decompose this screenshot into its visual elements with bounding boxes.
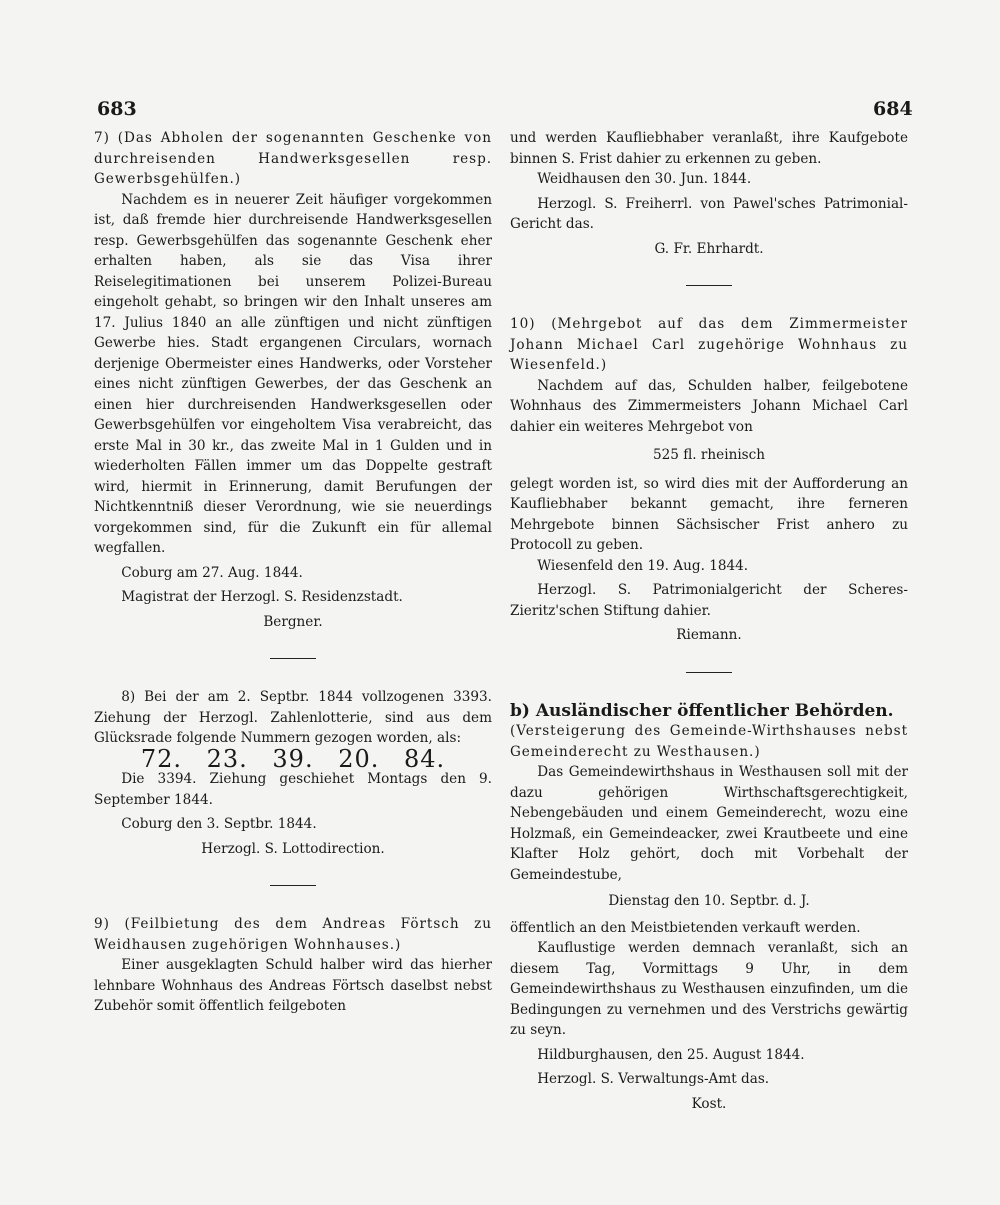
notice-10-place-date: Wiesenfeld den 19. Aug. 1844.	[537, 557, 749, 574]
notice-8-authority: Herzogl. S. Lottodirection.	[201, 840, 385, 857]
notice-9-body: Einer ausgeklagten Schuld halber wird das hierher lehnbare Wohnhaus des Andreas Förtsch daselbst nebst Zubehör somit öffentlich feilgeboten	[94, 957, 492, 1014]
section-b-date-line: Dienstag den 10. Septbr. d. J.	[608, 893, 810, 909]
notice-10-body-cont: gelegt worden ist, so wird dies mit der Aufforderung an Kaufliebhaber bekannt gemacht, ihre ferneren Mehrgebote binnen Sächsischer Frist anhero zu Protocoll zu geben.	[510, 475, 908, 553]
divider	[686, 672, 732, 673]
notice-7-place-date: Coburg am 27. Aug. 1844.	[121, 564, 303, 581]
left-column	[94, 128, 492, 1017]
notice-9-heading: 9) (Feilbietung des dem Andreas Förtsch zu Weidhausen zugehörigen Wohnhauses.)	[94, 916, 492, 953]
notice-8-place-date: Coburg den 3. Septbr. 1844.	[121, 816, 317, 832]
section-b-place-date: Hildburghausen, den 25. August 1844.	[537, 1046, 805, 1063]
notice-10-heading: 10) (Mehrgebot auf das dem Zimmermeister Johann Michael Carl zugehörige Wohnhaus zu Wiesenfeld.)	[510, 316, 908, 373]
notice-7-body: Nachdem es in neuerer Zeit häufiger vorgekommen ist, daß fremde hier durchreisende Handwerksgesellen resp. Gewerbsgehülfen das sogenannte Geschenk eher erhalten haben, als sie das Visa ihrer Reiselegitimationen bei unserem Polizei-Bureau eingeholt gehabt, so bringen wir den Inhalt unseres am 17. Julius 1840 an alle zünftigen und nicht zünftigen Gewerbe hies. Stadt ergangenen Circulars, wornach derjenige Obermeister eines Handwerks, oder Vorsteher eines nicht zünftigen Gewerbes, der das Geschenk an einen hier durchreisenden Handwerksgesellen oder Gewerbsgehülfen vor eingeholtem Visa verabreicht, das erste Mal in 30 kr., das zweite Mal in 1 Gulden und in wiederholten Fällen immer um das Doppelte gestraft wird, hiermit in Erinnerung, damit Berufungen der Nichtkenntniß dieser Verordnung, wie sie neuerdings vorgekommen sind, für die Zukunft ein für allemal wegfallen.	[94, 191, 492, 556]
notice-10-amount: 525 fl. rheinisch	[652, 447, 766, 463]
section-b-authority: Herzogl. S. Verwaltungs-Amt das.	[537, 1071, 770, 1087]
notice-7-signer: Bergner.	[263, 613, 323, 630]
page-number-right: 684	[873, 98, 913, 120]
notice-10-authority: Herzogl. S. Patrimonialgericht der Scheres-Zieritz'schen Stiftung dahier.	[510, 582, 908, 619]
notice-9-place-date: Weidhausen den 30. Jun. 1844.	[537, 171, 752, 187]
notice-7-heading: 7) (Das Abholen der sogenannten Geschenke von durchreisenden Handwerksgesellen resp. Gewerbsgehülfen.)	[94, 130, 492, 187]
notice-10-signer: Riemann.	[676, 627, 742, 643]
lottery-numbers: 72. 23. 39. 20. 84.	[140, 744, 446, 773]
notice-7-authority: Magistrat der Herzogl. S. Residenzstadt.	[121, 589, 403, 605]
divider	[270, 658, 316, 659]
section-b-body: Das Gemeindewirthshaus in Westhausen soll mit der dazu gehörigen Wirthschaftsgerechtigkeit, Nebengebäuden und einem Gemeinderecht, wozu eine Holzmaß, ein Gemeindeacker, zwei Krautbeete und eine Klafter Holz gehört, doch mit Vorbehalt der Gemeindestube,	[510, 764, 908, 883]
section-b-heading: (Versteigerung des Gemeinde-Wirthshauses nebst Gemeinderecht zu Westhausen.)	[510, 723, 908, 760]
section-b-signer: Kost.	[691, 1095, 727, 1112]
divider	[686, 285, 732, 286]
divider	[270, 885, 316, 886]
notice-8-body: 8) Bei der am 2. Septbr. 1844 vollzogenen 3393. Ziehung der Herzogl. Zahlenlotterie, sind aus dem Glücksrade folgende Nummern gezogen worden, als:	[94, 689, 492, 746]
notice-9-signer: G. Fr. Ehrhardt.	[654, 240, 764, 257]
section-b-title: b) Ausländischer öffentlicher Behörden.	[510, 700, 894, 721]
notice-9-continuation: und werden Kaufliebhaber veranlaßt, ihre Kaufgebote binnen S. Frist dahier zu erkennen zu geben.	[510, 130, 908, 167]
right-column	[510, 128, 908, 1114]
notice-9-authority: Herzogl. S. Freiherrl. von Pawel'sches Patrimonial-Gericht das.	[510, 195, 908, 232]
page-number-left: 683	[97, 98, 137, 120]
section-b-body-3: Kauflustige werden demnach veranlaßt, sich an diesem Tag, Vormittags 9 Uhr, in dem Gemeindewirthshaus zu Westhausen einzufinden, um die Bedingungen zu vernehmen und des Verstrichs gewärtig zu seyn.	[510, 940, 908, 1038]
notice-10-body: Nachdem auf das, Schulden halber, feilgebotene Wohnhaus des Zimmermeisters Johann Michael Carl dahier ein weiteres Mehrgebot von	[510, 377, 908, 435]
section-b-body-cont: öffentlich an den Meistbietenden verkauft werden.	[510, 919, 861, 936]
notice-8-next-draw: Die 3394. Ziehung geschiehet Montags den 9. September 1844.	[94, 771, 492, 808]
